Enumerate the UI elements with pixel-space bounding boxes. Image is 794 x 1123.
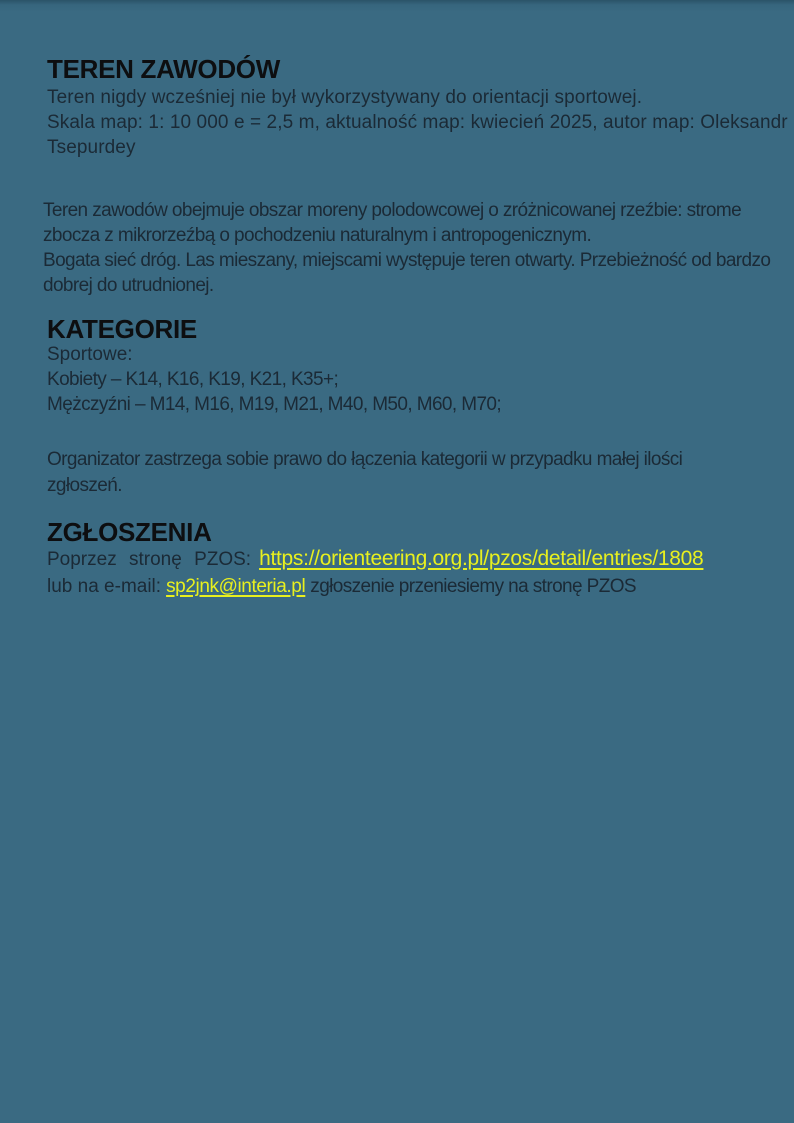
text-line: Bogata sieć dróg. Las mieszany, miejscami występuje teren otwarty. Przebieżność od bardzo: [43, 250, 771, 271]
kategorie-subtitle: Sportowe:: [47, 344, 133, 365]
entries-web-prefix: Poprzez stronę PZOS:: [47, 549, 252, 570]
section-teren-zawodow: [43, 54, 788, 298]
entries-email-prefix: lub na e-mail:: [47, 576, 162, 597]
entries-web-line: [47, 545, 750, 573]
text-line: Organizator zastrzega sobie prawo do łączenia kategorii w przypadku małej ilości: [47, 449, 683, 470]
text-line: Teren zawodów obejmuje obszar moreny polodowcowej o zróżnicowanej rzeźbie: strome: [43, 200, 742, 221]
text-line: zgłoszeń.: [47, 475, 122, 496]
teren-intro-paragraph: [47, 85, 788, 160]
category-line-kobiety: Kobiety – K14, K16, K19, K21, K35+;: [47, 369, 339, 390]
entries-email-suffix: zgłoszenie przeniesiemy na stronę PZOS: [310, 576, 636, 597]
text-line: Tsepurdey: [47, 137, 136, 158]
text-line: Teren nigdy wcześniej nie był wykorzystywany do orientacji sportowej.: [47, 87, 643, 108]
text-line: dobrej do utrudnionej.: [43, 275, 214, 296]
text-line: zbocza z mikrorzeźbą o pochodzeniu naturalnym i antropogenicznym.: [43, 225, 592, 246]
section-kategorie: [47, 316, 750, 499]
pzos-entries-link[interactable]: https://orienteering.org.pl/pzos/detail/entries/1808: [259, 547, 704, 570]
kategorie-list: [47, 367, 750, 417]
section-heading-kategorie: KATEGORIE: [47, 314, 197, 344]
section-zgloszenia: [47, 519, 750, 600]
teren-description-paragraph: [43, 198, 771, 298]
section-heading-zgloszenia: ZGŁOSZENIA: [47, 517, 212, 547]
entries-paragraph: [47, 545, 750, 600]
kategorie-note-paragraph: [47, 447, 750, 499]
section-heading-teren-zawodow: TEREN ZAWODÓW: [47, 54, 280, 84]
text-line: Skala map: 1: 10 000 e = 2,5 m, aktualność map: kwiecień 2025, autor map: Oleksandr: [47, 112, 788, 133]
entries-email-line: [47, 573, 750, 600]
email-link[interactable]: sp2jnk@interia.pl: [166, 576, 306, 597]
category-line-mezczyzni: Mężczyźni – M14, M16, M19, M21, M40, M50, M60, M70;: [47, 394, 502, 415]
